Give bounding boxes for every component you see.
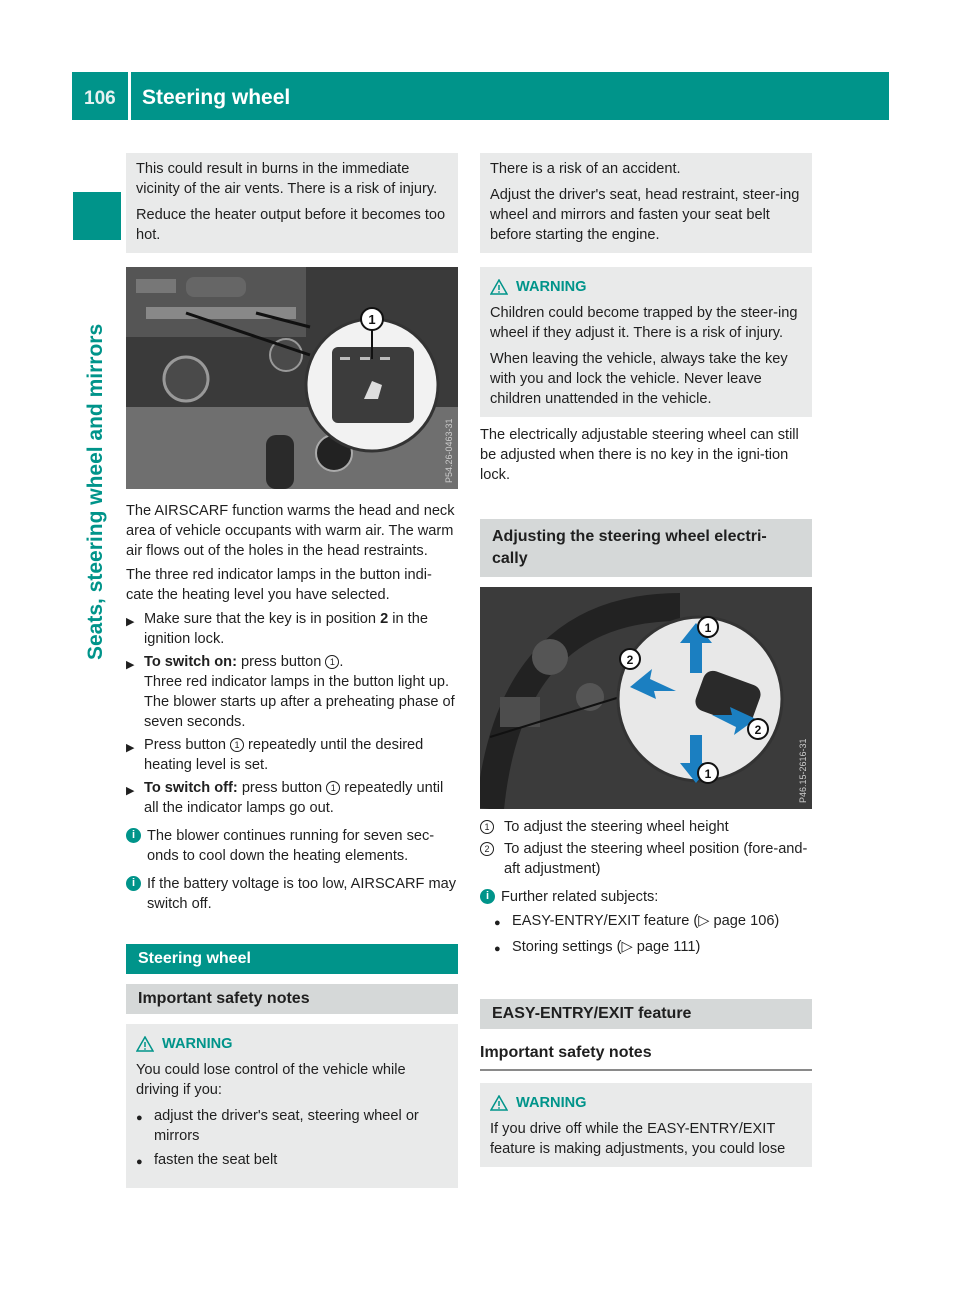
side-tab xyxy=(73,192,121,240)
button-1-ref: 1 xyxy=(326,781,340,795)
box-paragraph: This could result in burns in the immediate vicinity of the air vents. There is a risk of injury. xyxy=(136,161,438,197)
subsection-heading: Adjusting the steering wheel electri-cally xyxy=(480,519,812,577)
side-chapter-title: Seats, steering wheel and mirrors xyxy=(84,323,107,660)
steering-wheel-photo xyxy=(480,587,812,809)
chapter-title: Steering wheel xyxy=(142,86,291,109)
body-paragraph: The AIRSCARF function warms the head and neck area of vehicle occupants with warm air. The warm air flows out of the holes in the head restraints. xyxy=(126,503,455,559)
warning-continuation-box xyxy=(126,153,458,253)
info-note: i If the battery voltage is too low, AIRSCARF may switch off. xyxy=(126,874,458,914)
legend-item: 1 To adjust the steering wheel height xyxy=(480,817,812,837)
list-item: ● adjust the driver's seat, steering wheel or mirrors xyxy=(136,1108,419,1144)
arrow-right-icon: ▶ xyxy=(126,785,135,797)
section-heading: Steering wheel xyxy=(126,944,458,974)
airscarf-button-photo xyxy=(126,267,458,489)
subsection-heading: Important safety notes xyxy=(126,984,458,1014)
warning-box xyxy=(480,1083,812,1167)
warning-header: WARNING xyxy=(136,1034,448,1054)
warning-triangle-icon xyxy=(136,1036,154,1052)
instruction-step: ▶ Press button 1 repeatedly until the desired heating level is set. xyxy=(126,737,424,773)
steering-adjust-illustration xyxy=(480,587,812,809)
right-column xyxy=(480,153,812,1167)
page-number: 106 xyxy=(84,88,116,109)
warning-text: Children could become trapped by the steer-ing wheel if they adjust it. There is a risk of injury. xyxy=(490,305,798,341)
arrow-right-icon: ▶ xyxy=(126,659,135,671)
instruction-step: ▶ Make sure that the key is in position 2 in the ignition lock. xyxy=(126,611,428,647)
warning-triangle-icon xyxy=(490,279,508,295)
left-column xyxy=(126,153,458,1188)
info-note: i Further related subjects: xyxy=(480,887,812,907)
header-divider xyxy=(128,72,131,120)
button-1-ref: 1 xyxy=(325,655,339,669)
list-item: ● fasten the seat belt xyxy=(136,1152,278,1168)
header-bar xyxy=(72,72,889,120)
info-icon: i xyxy=(126,876,141,891)
box-paragraph: There is a risk of an accident. xyxy=(490,161,681,177)
warning-text: You could lose control of the vehicle while driving if you: xyxy=(136,1062,406,1098)
warning-header: WARNING xyxy=(490,1093,802,1113)
callout-1: 1 xyxy=(368,312,376,327)
body-paragraph: The three red indicator lamps in the button indi-cate the heating level you have selected. xyxy=(126,567,432,603)
related-link[interactable]: ● EASY-ENTRY/EXIT feature (▷ page 106) xyxy=(494,913,780,929)
info-note: i The blower continues running for seven sec-onds to cool down the heating elements. xyxy=(126,826,458,866)
box-paragraph: Adjust the driver's seat, head restraint, steer-ing wheel and mirrors and fasten your seat belt before starting the engine. xyxy=(490,187,800,243)
warning-triangle-icon xyxy=(490,1095,508,1111)
image-code: P46.15-2616-31 xyxy=(798,738,808,803)
body-paragraph: The electrically adjustable steering wheel can still be adjusted when there is no key in the igni-tion lock. xyxy=(480,427,799,483)
button-1-ref: 1 xyxy=(230,738,244,752)
warning-text: When leaving the vehicle, always take the key with you and lock the vehicle. Never leave children unattended in the vehicle. xyxy=(490,351,788,407)
minor-heading: Important safety notes xyxy=(480,1043,812,1071)
airscarf-illustration xyxy=(126,267,458,489)
callout-2: 2 xyxy=(626,653,634,667)
subsection-heading: EASY-ENTRY/EXIT feature xyxy=(480,999,812,1029)
warning-box xyxy=(126,1024,458,1188)
warning-box xyxy=(480,267,812,417)
legend-item: 2 To adjust the steering wheel position (fore-and-aft adjustment) xyxy=(480,839,812,879)
callout-1: 1 xyxy=(704,621,712,635)
warning-text: If you drive off while the EASY-ENTRY/EXIT feature is making adjustments, you could lose xyxy=(490,1121,786,1157)
image-code: P54.26-0463-31 xyxy=(444,418,454,483)
warning-header: WARNING xyxy=(490,277,802,297)
arrow-right-icon: ▶ xyxy=(126,742,135,754)
info-icon: i xyxy=(480,889,495,904)
callout-2: 2 xyxy=(754,723,762,737)
related-link[interactable]: ● Storing settings (▷ page 111) xyxy=(494,939,701,955)
info-icon: i xyxy=(126,828,141,843)
instruction-step: ▶ To switch off: press button 1 repeatedly until all the indicator lamps go out. xyxy=(126,780,444,816)
box-paragraph: Reduce the heater output before it becomes too hot. xyxy=(136,207,446,243)
arrow-right-icon: ▶ xyxy=(126,616,135,628)
instruction-step: ▶ To switch on: press button 1 . Three red indicator lamps in the button light up. The blower starts up after a preheating phase of seven seconds. xyxy=(126,654,455,730)
callout-1: 1 xyxy=(704,767,712,781)
warning-continuation-box xyxy=(480,153,812,253)
